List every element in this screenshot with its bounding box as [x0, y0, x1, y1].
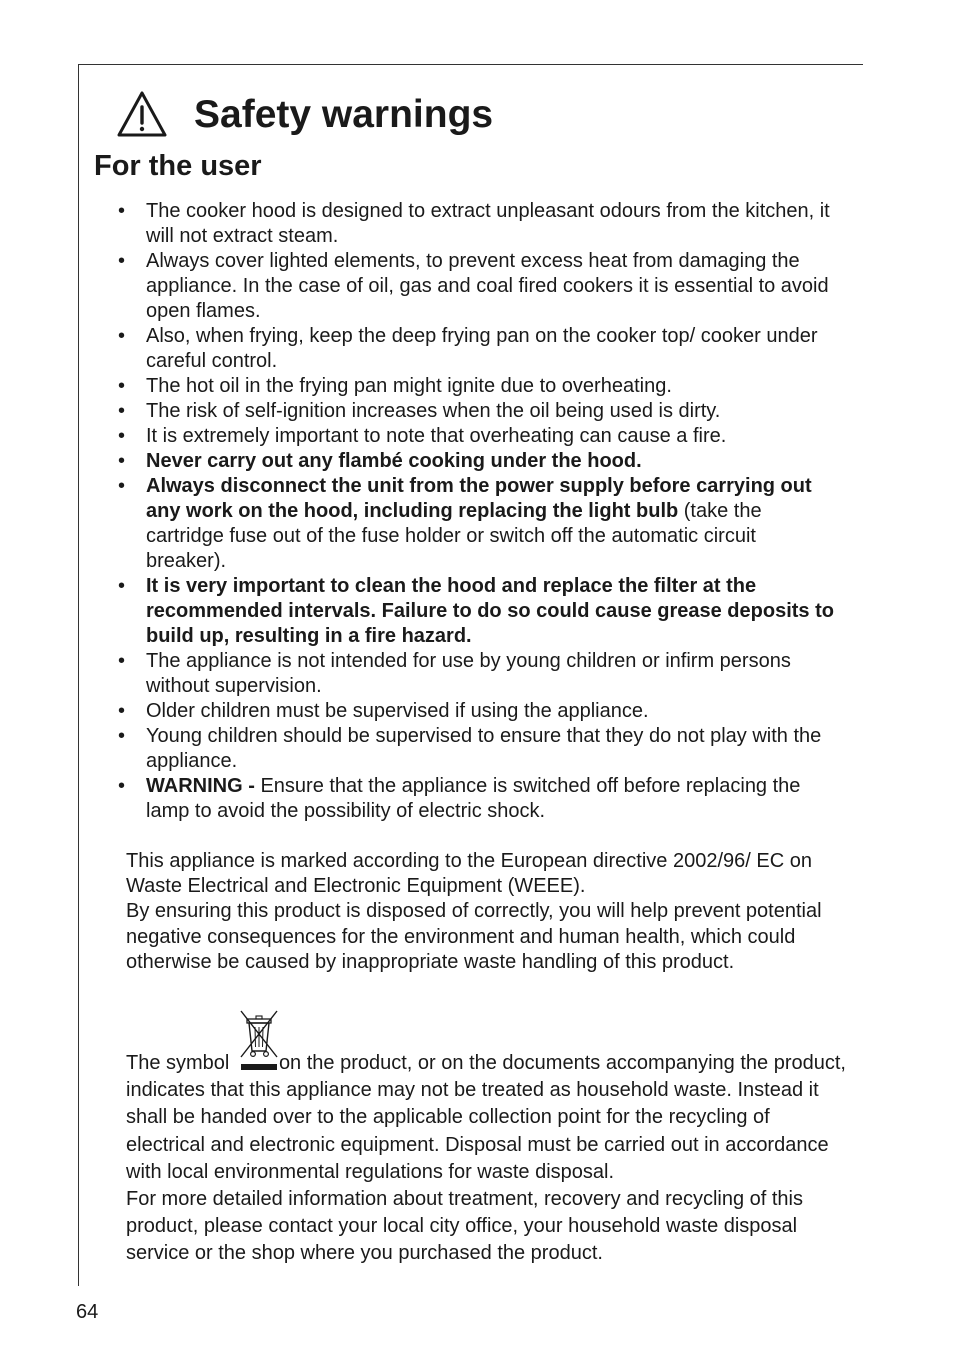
bullet-bold-text: WARNING -	[146, 775, 255, 797]
bullet-marker: •	[118, 400, 126, 422]
weee-paragraph	[126, 849, 846, 975]
bullet-text: It is extremely important to note that overheating can cause a fire.	[146, 425, 727, 447]
top-rule	[78, 64, 863, 65]
page-title: Safety warnings	[194, 93, 494, 136]
bullet-item	[0, 474, 840, 574]
bullet-marker: •	[118, 375, 126, 397]
bullet-item	[0, 574, 840, 649]
bullet-marker: •	[118, 700, 126, 722]
bullet-item	[0, 374, 840, 399]
bullet-marker: •	[118, 650, 126, 672]
bullet-text: Ensure that the appliance is switched off before replacing the lamp to avoid the possibility of electric shock.	[146, 775, 801, 822]
bullet-item	[0, 199, 840, 249]
bullet-item	[0, 649, 840, 699]
bullet-marker: •	[118, 325, 126, 347]
bullet-item	[0, 724, 840, 774]
title-row	[116, 88, 493, 142]
bullet-marker: •	[118, 200, 126, 222]
bullet-item	[0, 699, 840, 724]
bullet-text: (take the cartridge fuse out of the fuse holder or switch off the automatic circuit breaker).	[146, 500, 762, 572]
bullet-bold-text: Never carry out any flambé cooking under the hood.	[146, 450, 642, 472]
bullet-text: The risk of self-ignition increases when the oil being used is dirty.	[146, 400, 721, 422]
bullet-marker: •	[118, 250, 126, 272]
bullet-text: The cooker hood is designed to extract unpleasant odours from the kitchen, it will not extract steam.	[146, 200, 830, 247]
crossed-out-wheelie-bin-icon	[235, 1049, 279, 1069]
bullet-item	[0, 774, 840, 824]
weee-directive-text: This appliance is marked according to the European directive 2002/96/ EC on Waste Electrical and Electronic Equipment (WEEE).	[126, 850, 812, 898]
bullet-item	[0, 399, 840, 424]
bullet-marker: •	[118, 725, 126, 747]
more-info-text: For more detailed information about treatment, recovery and recycling of this product, please contact your local city office, your household waste disposal service or the shop where you purchased the product.	[126, 1188, 803, 1265]
bullet-text: Young children should be supervised to ensure that they do not play with the appliance.	[146, 725, 822, 772]
bullet-item	[0, 424, 840, 449]
bullet-item	[0, 249, 840, 324]
bullet-text: The appliance is not intended for use by young children or infirm persons without supervision.	[146, 650, 791, 697]
bullet-marker: •	[118, 775, 126, 797]
bullet-text: Always cover lighted elements, to prevent excess heat from damaging the appliance. In the case of oil, gas and coal fired cookers it is essential to avoid open flames.	[146, 250, 829, 322]
bullet-marker: •	[118, 425, 126, 447]
bullet-bold-text: It is very important to clean the hood and replace the filter at the recommended intervals. Failure to do so could cause grease deposits to build up, resulting in a fire hazard.	[146, 575, 834, 647]
bullet-bold-text: Always disconnect the unit from the power supply before carrying out any work on the hood, including replacing the light bulb	[146, 475, 812, 522]
page-number: 64	[76, 1301, 99, 1323]
weee-symbol-paragraph	[126, 1049, 846, 1268]
bullet-marker: •	[118, 450, 126, 472]
bullet-text: Also, when frying, keep the deep frying pan on the cooker top/ cooker under careful control.	[146, 325, 818, 372]
bullet-text: The hot oil in the frying pan might ignite due to overheating.	[146, 375, 672, 397]
symbol-lead-text: The symbol	[126, 1052, 235, 1074]
bullet-text: Older children must be supervised if using the appliance.	[146, 700, 649, 722]
symbol-body-text: on the product, or on the documents accompanying the product, indicates that this appliance may not be treated as household waste. Instead it shall be handed over to the applicable collection point for the recycling of electrical and electronic equipment. Disposal must be carried out in accordance with local environmental regulations for waste disposal.	[126, 1052, 846, 1183]
section-heading: For the user	[94, 150, 262, 182]
bullet-item	[0, 449, 840, 474]
safety-bullet-list	[0, 199, 840, 824]
warning-triangle-icon	[116, 89, 168, 141]
bullet-marker: •	[118, 575, 126, 597]
bullet-marker: •	[118, 475, 126, 497]
bullet-item	[0, 324, 840, 374]
weee-disposal-text: By ensuring this product is disposed of correctly, you will help prevent potential negative consequences for the environment and human health, which could otherwise be caused by inappropriate waste handling of this product.	[126, 900, 822, 973]
